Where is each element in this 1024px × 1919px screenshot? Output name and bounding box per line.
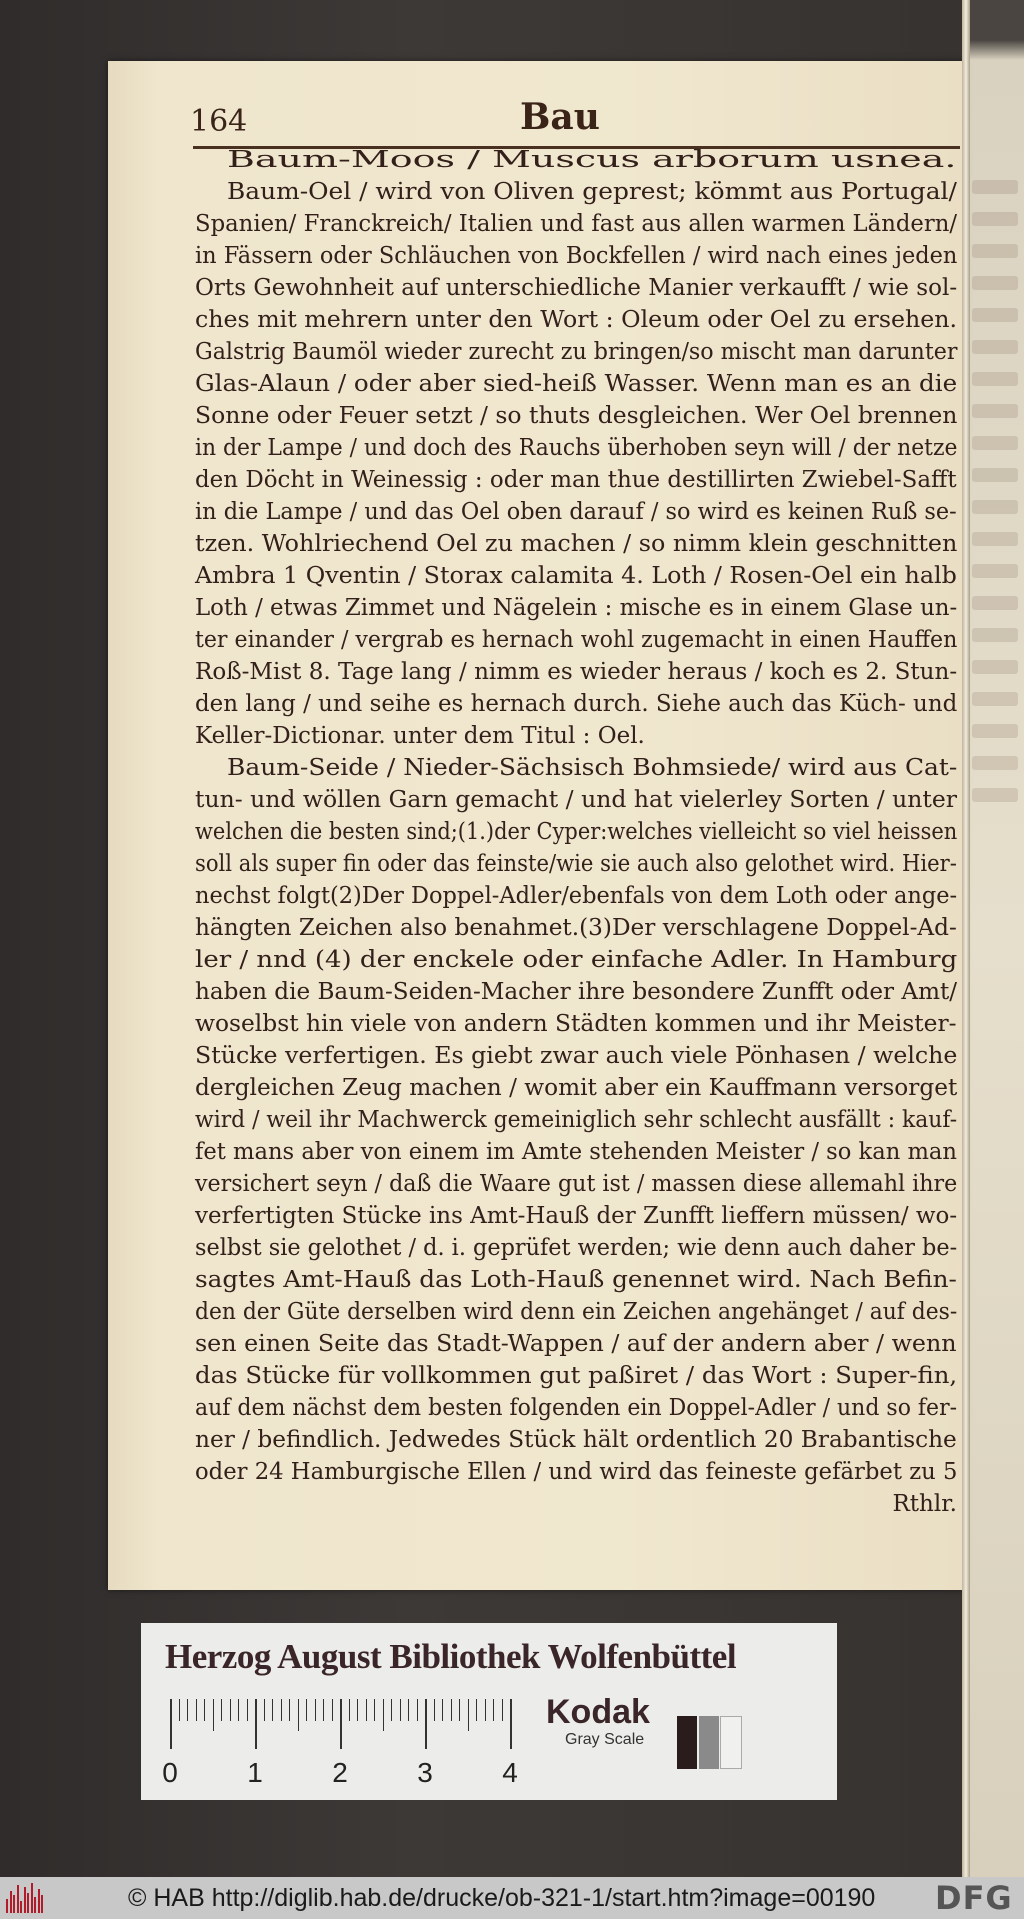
kodak-logo: Kodak: [546, 1693, 650, 1731]
ruler-label: 4: [502, 1757, 518, 1788]
ruler-tick: [179, 1699, 180, 1721]
text-line: verfertigten Stücke ins Amt-Hauß der Zunfft lieffern müssen/ wo-: [195, 1203, 958, 1229]
ruler-tick: [434, 1699, 435, 1721]
ruler-tick: [459, 1699, 460, 1721]
ruler-tick: [374, 1699, 375, 1721]
text-line: ches mit mehrern unter den Wort : Oleum oder Oel zu ersehen.: [195, 307, 958, 333]
text-line: nechst folgt(2)Der Doppel-Adler/ebenfals von dem Loth oder ange-: [195, 883, 958, 909]
ruler-tick: [417, 1699, 418, 1721]
ruler-tick: [221, 1699, 222, 1721]
show-through-text: [972, 372, 1018, 386]
show-through-text: [972, 308, 1018, 322]
show-through-text: [972, 660, 1018, 674]
text-line: hängten Zeichen also benahmet.(3)Der verschlagene Doppel-Ad-: [195, 915, 957, 941]
ruler-tick: [383, 1699, 384, 1731]
text-line: oder 24 Hamburgische Ellen / und wird das feineste gefärbet zu 5: [195, 1459, 958, 1485]
ruler-tick: [272, 1699, 273, 1721]
ruler-label: 2: [332, 1757, 348, 1788]
ruler-tick: [247, 1699, 248, 1721]
ruler-tick: [391, 1699, 392, 1721]
text-line: ter einander / vergrab es hernach wohl zugemacht in einen Hauffen: [195, 627, 958, 653]
text-line: wird / weil ihr Machwerck gemeiniglich sehr schlecht ausfällt : kauf-: [195, 1107, 958, 1133]
text-line: den lang / und seihe es hernach durch. Siehe auch das Küch- und: [195, 691, 958, 717]
show-through-text: [972, 212, 1018, 226]
ruler-label: 0: [162, 1757, 178, 1788]
show-through-text: [972, 692, 1018, 706]
text-line: in die Lampe / und das Oel oben darauf / so wird es keinen Ruß se-: [195, 499, 957, 525]
running-head: Bau: [520, 96, 600, 138]
color-reference-card: [141, 1623, 837, 1800]
ruler-tick: [306, 1699, 307, 1721]
ruler-tick: [366, 1699, 367, 1721]
scale-ruler: [162, 1699, 518, 1799]
show-through-text: [972, 468, 1018, 482]
ruler-tick: [204, 1699, 205, 1721]
ruler-tick: [196, 1699, 197, 1721]
text-line: Baum-Oel / wird von Oliven geprest; kömmt aus Portugal/: [227, 179, 957, 205]
show-through-text: [972, 436, 1018, 450]
show-through-text: [972, 756, 1018, 770]
ruler-tick: [213, 1699, 214, 1731]
text-line: Ambra 1 Qventin / Storax calamita 4. Loth / Rosen-Oel ein halb: [195, 563, 957, 589]
text-line: Roß-Mist 8. Tage lang / nimm es wieder heraus / koch es 2. Stun-: [195, 659, 958, 685]
text-line: den Döcht in Weinessig : oder man thue destillirten Zwiebel-Safft: [195, 467, 957, 493]
gray-patch-mid: [699, 1716, 719, 1769]
show-through-text: [972, 596, 1018, 610]
text-line: in der Lampe / und doch des Rauchs überhoben seyn will / der netze: [195, 435, 958, 461]
show-through-text: [972, 564, 1018, 578]
ruler-tick: [238, 1699, 239, 1721]
text-line: Galstrig Baumöl wieder zurecht zu bringen/so mischt man darunter: [195, 339, 958, 365]
ruler-tick: [332, 1699, 333, 1721]
text-line: woselbst hin viele von andern Städten kommen und ihr Meister-: [195, 1011, 957, 1037]
text-line: tun- und wöllen Garn gemacht / und hat vielerley Sorten / unter: [195, 787, 958, 813]
ruler-tick: [255, 1699, 257, 1749]
ruler-tick: [349, 1699, 350, 1721]
ruler-tick: [451, 1699, 452, 1721]
ruler-tick: [170, 1699, 172, 1749]
ruler-label: 3: [417, 1757, 433, 1788]
ruler-tick: [442, 1699, 443, 1721]
text-line: welchen die besten sind;(1.)der Cyper:welches vielleicht so viel heissen: [195, 819, 958, 845]
page-number: 164: [190, 104, 248, 139]
text-line: sagtes Amt-Hauß das Loth-Hauß genennet wird. Nach Befin-: [195, 1267, 957, 1293]
ruler-label: 1: [247, 1757, 263, 1788]
text-line: ler / nnd (4) der enckele oder einfache Adler. In Hamburg: [195, 947, 958, 973]
show-through-text: [972, 788, 1018, 802]
show-through-text: [972, 500, 1018, 514]
dfg-logo: DFG: [935, 1879, 1013, 1917]
text-line: selbst sie gelothet / d. i. geprüfet werden; wie denn auch daher be-: [195, 1235, 958, 1261]
ruler-tick: [400, 1699, 401, 1721]
copyright-link[interactable]: © HAB http://diglib.hab.de/drucke/ob-321-1/start.htm?image=00190: [128, 1884, 876, 1912]
ruler-tick: [493, 1699, 494, 1721]
text-line: versichert seyn / daß die Waare gut ist / massen diese allemahl ihre: [195, 1171, 958, 1197]
show-through-text: [972, 532, 1018, 546]
text-line: Spanien/ Franckreich/ Italien und fast aus allen warmen Ländern/: [195, 211, 958, 237]
show-through-text: [972, 180, 1018, 194]
text-line: fet mans aber von einem im Amte stehenden Meister / so kan man: [195, 1139, 957, 1165]
library-name: Herzog August Bibliothek Wolfenbüttel: [165, 1637, 737, 1676]
text-line: Glas-Alaun / oder aber sied-heiß Wasser. Wenn man es an die: [195, 371, 958, 397]
gray-patch-dark: [677, 1716, 697, 1769]
text-line: haben die Baum-Seiden-Macher ihre besondere Zunfft oder Amt/: [195, 979, 958, 1005]
ruler-tick: [476, 1699, 477, 1721]
text-line: ner / befindlich. Jedwedes Stück hält ordentlich 20 Brabantische: [195, 1427, 957, 1453]
text-line: Loth / etwas Zimmet und Nägelein : mische es in einem Glase un-: [195, 595, 958, 621]
ruler-tick: [485, 1699, 486, 1721]
show-through-text: [972, 724, 1018, 738]
text-line: soll als super fin oder das feinste/wie sie auch also gelothet wird. Hier-: [195, 851, 957, 877]
ruler-tick: [357, 1699, 358, 1721]
gray-scale-label: Gray Scale: [565, 1731, 645, 1748]
text-line: dergleichen Zeug machen / womit aber ein Kauffmann versorget: [195, 1075, 958, 1101]
text-line: Stücke verfertigen. Es giebt zwar auch viele Pönhasen / welche: [195, 1043, 958, 1069]
text-line: tzen. Wohlriechend Oel zu machen / so nimm klein geschnitten: [195, 531, 958, 557]
ruler-tick: [408, 1699, 409, 1721]
ruler-tick: [502, 1699, 503, 1721]
text-line: Baum-Seide / Nieder-Sächsisch Bohmsiede/ wird aus Cat-: [227, 755, 958, 781]
footer-bar: [0, 1877, 1024, 1919]
ruler-tick: [340, 1699, 342, 1749]
ruler-tick: [315, 1699, 316, 1721]
text-line: Sonne oder Feuer setzt / so thuts desgleichen. Wer Oel brennen: [195, 403, 958, 429]
page-gutter: [962, 0, 970, 1877]
hab-logo-icon: [6, 1883, 46, 1913]
ruler-tick: [230, 1699, 231, 1721]
ruler-tick: [264, 1699, 265, 1721]
ruler-tick: [187, 1699, 188, 1721]
ruler-tick: [289, 1699, 290, 1721]
text-line: das Stücke für vollkommen gut paßiret / das Wort : Super-fin,: [195, 1363, 958, 1389]
text-line: Baum-Moos / Muscus arborum usnea.: [227, 147, 957, 173]
show-through-text: [972, 244, 1018, 258]
ruler-tick: [510, 1699, 512, 1749]
text-line: Rthlr.: [892, 1491, 957, 1517]
ruler-tick: [468, 1699, 469, 1731]
show-through-text: [972, 628, 1018, 642]
show-through-text: [972, 276, 1018, 290]
gray-patch-light: [720, 1716, 742, 1769]
ruler-tick: [323, 1699, 324, 1721]
text-line: Keller-Dictionar. unter dem Titul : Oel.: [195, 723, 645, 749]
ruler-tick: [281, 1699, 282, 1721]
text-line: sen einen Seite das Stadt-Wappen / auf der andern aber / wenn: [195, 1331, 957, 1357]
show-through-text: [972, 340, 1018, 354]
text-line: den der Güte derselben wird denn ein Zeichen angehänget / auf des-: [195, 1299, 958, 1325]
ruler-tick: [425, 1699, 427, 1749]
facing-page-edge: [966, 0, 1024, 1877]
text-line: in Fässern oder Schläuchen von Bockfellen / wird nach eines jeden: [195, 243, 958, 269]
text-line: Orts Gewohnheit auf unterschiedliche Manier verkaufft / wie sol-: [195, 275, 958, 301]
show-through-text: [972, 404, 1018, 418]
ruler-tick: [298, 1699, 299, 1731]
text-line: auf dem nächst dem besten folgenden ein Doppel-Adler / und so fer-: [195, 1395, 958, 1421]
